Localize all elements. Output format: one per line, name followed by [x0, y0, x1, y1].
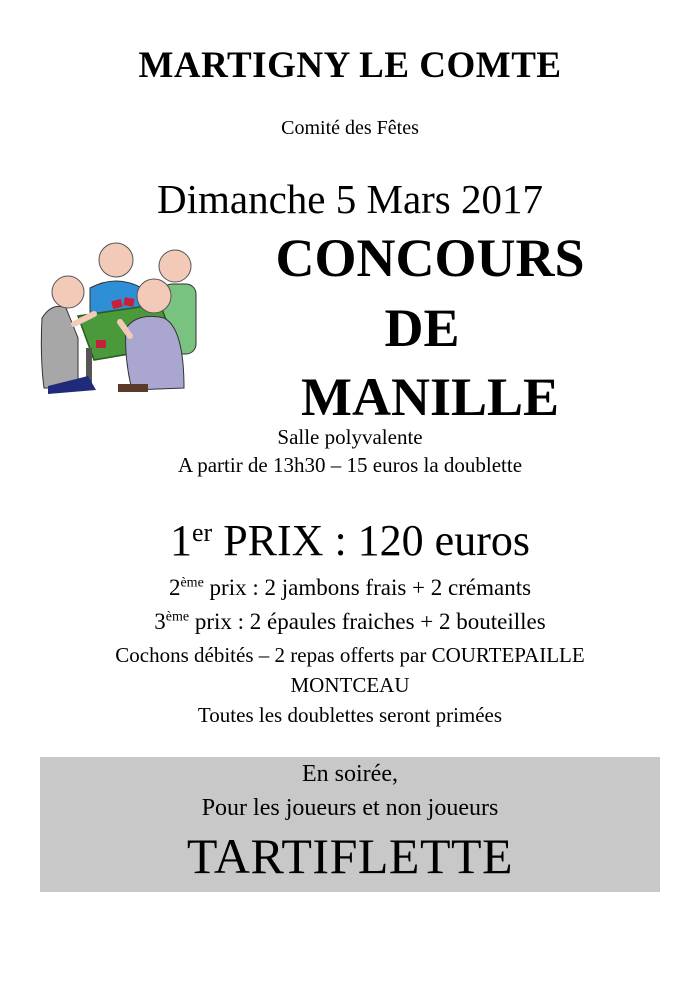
- town-name: MARTIGNY LE COMTE: [138, 45, 562, 86]
- evening-line-1: En soirée,: [302, 761, 398, 787]
- venue: Salle polyvalente: [277, 425, 423, 449]
- extra-prizes-line-1: Cochons débités – 2 repas offerts par COURTEPAILLE: [115, 643, 585, 667]
- first-prize: 1er PRIX : 120 euros: [170, 516, 530, 565]
- card-players-illustration: [38, 238, 198, 396]
- event-date: Dimanche 5 Mars 2017: [157, 176, 543, 222]
- evening-line-2: Pour les joueurs et non joueurs: [201, 795, 499, 821]
- title-line-1: CONCOURS: [275, 228, 585, 288]
- title-line-2: DE: [384, 298, 460, 358]
- time-and-price: A partir de 13h30 – 15 euros la doublette: [177, 453, 523, 477]
- second-prize: 2ème prix : 2 jambons frais + 2 crémants: [168, 575, 532, 600]
- extra-prizes-line-3: Toutes les doublettes seront primées: [197, 703, 503, 727]
- committee-name: Comité des Fêtes: [281, 117, 419, 139]
- third-prize: 3ème prix : 2 épaules fraiches + 2 bouteilles: [154, 609, 546, 634]
- extra-prizes-line-2: MONTCEAU: [290, 673, 410, 697]
- evening-box: [40, 757, 660, 892]
- title-line-3: MANILLE: [300, 367, 560, 427]
- evening-dish: TARTIFLETTE: [186, 828, 514, 884]
